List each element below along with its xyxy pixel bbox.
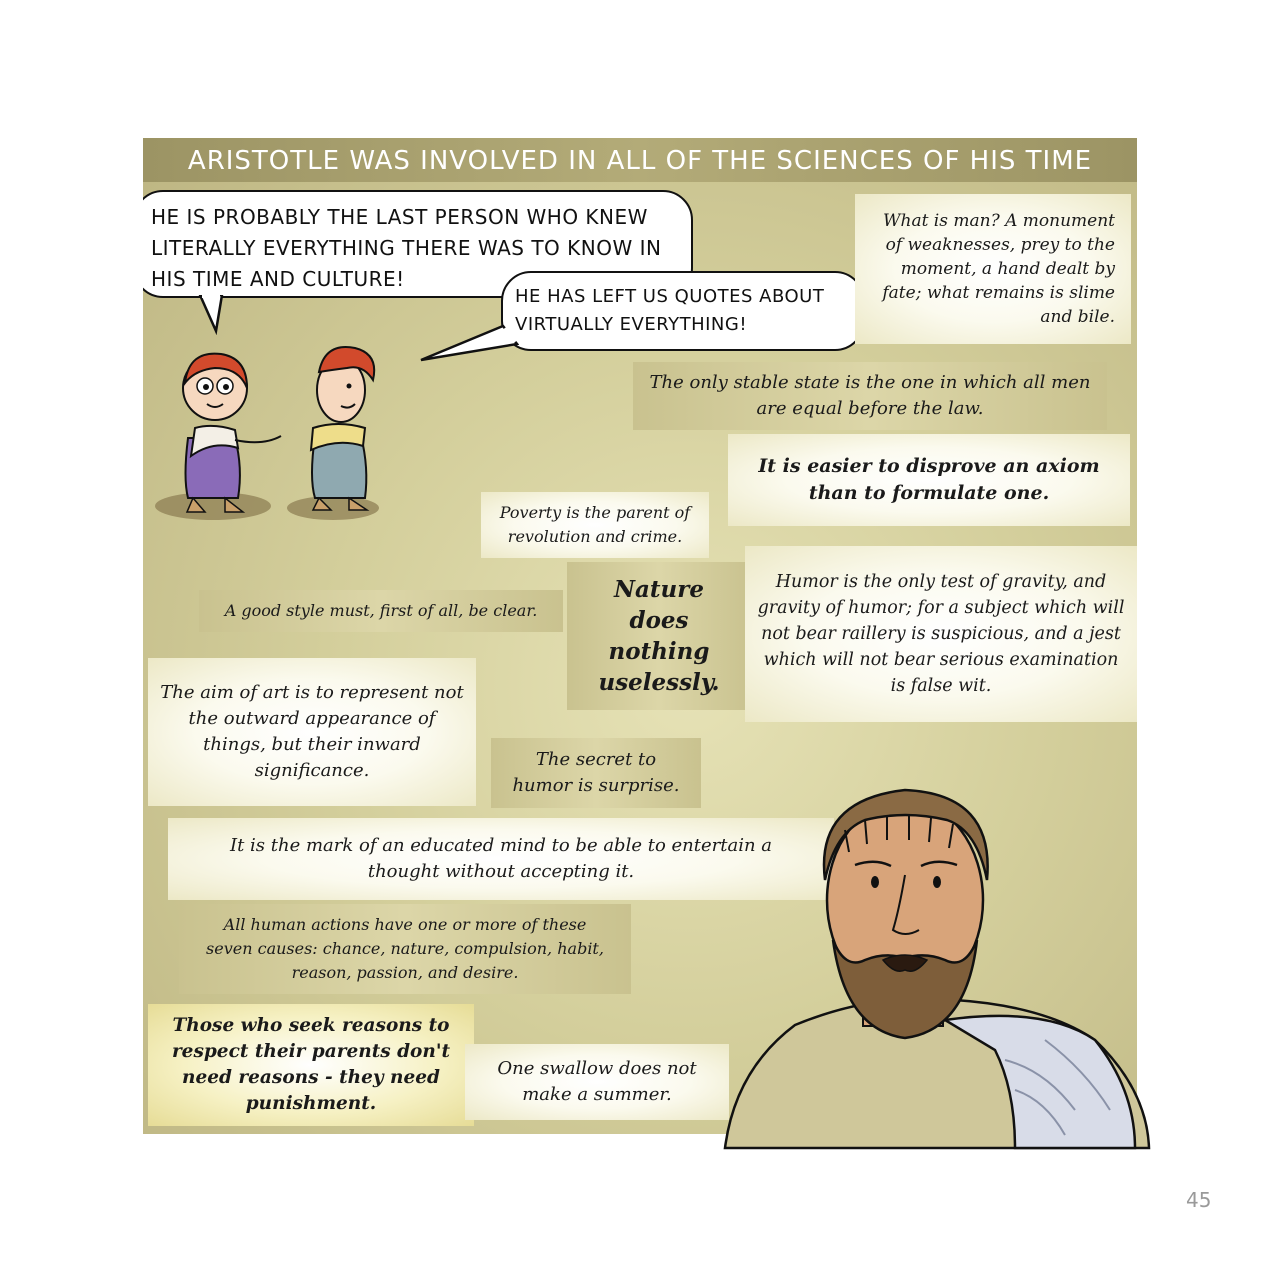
quote-secret-humor: The secret to humor is surprise.	[491, 738, 701, 808]
cartoon-kids-illustration	[143, 328, 423, 538]
quote-parents: Those who seek reasons to respect their parents don't need reasons - they need punishment.	[148, 1004, 474, 1126]
quote-educated-mind: It is the mark of an educated mind to be able to entertain a thought without accepting it.	[168, 818, 834, 900]
page-number: 45	[1186, 1188, 1212, 1212]
quote-aim-of-art: The aim of art is to represent not the outward appearance of things, but their inward significance.	[148, 658, 476, 806]
quote-what-is-man: What is man? A monument of weaknesses, prey to the moment, a hand dealt by fate; what remains is slime and bile.	[855, 194, 1131, 344]
quote-nature: Nature does nothing uselessly.	[567, 562, 751, 710]
speech-bubble-text: HE IS PROBABLY THE LAST PERSON WHO KNEW LITERALLY EVERYTHING THERE WAS TO KNOW IN HIS TIME AND CULTURE!	[151, 205, 662, 291]
panel-title: ARISTOTLE WAS INVOLVED IN ALL OF THE SCIENCES OF HIS TIME	[143, 138, 1137, 182]
quote-human-actions: All human actions have one or more of these seven causes: chance, nature, compulsion, habit, reason, passion, and desire.	[179, 904, 631, 994]
speech-bubble-quotes	[501, 271, 865, 351]
quote-stable-state: The only stable state is the one in which all men are equal before the law.	[633, 362, 1107, 430]
speech-bubble-tail-2	[419, 324, 519, 364]
quote-swallow: One swallow does not make a summer.	[465, 1044, 729, 1120]
quote-good-style: A good style must, first of all, be clear.	[199, 590, 563, 632]
quote-humor-gravity: Humor is the only test of gravity, and gravity of humor; for a subject which will not bear raillery is suspicious, and a jest which will not bear serious examination is false wit.	[745, 546, 1137, 722]
quote-axiom: It is easier to disprove an axiom than to formulate one.	[728, 434, 1130, 526]
aristotle-bust-illustration	[715, 770, 1155, 1155]
speech-bubble-text: HE HAS LEFT US QUOTES ABOUT VIRTUALLY EVERYTHING!	[515, 286, 825, 335]
quote-poverty: Poverty is the parent of revolution and crime.	[481, 492, 709, 558]
